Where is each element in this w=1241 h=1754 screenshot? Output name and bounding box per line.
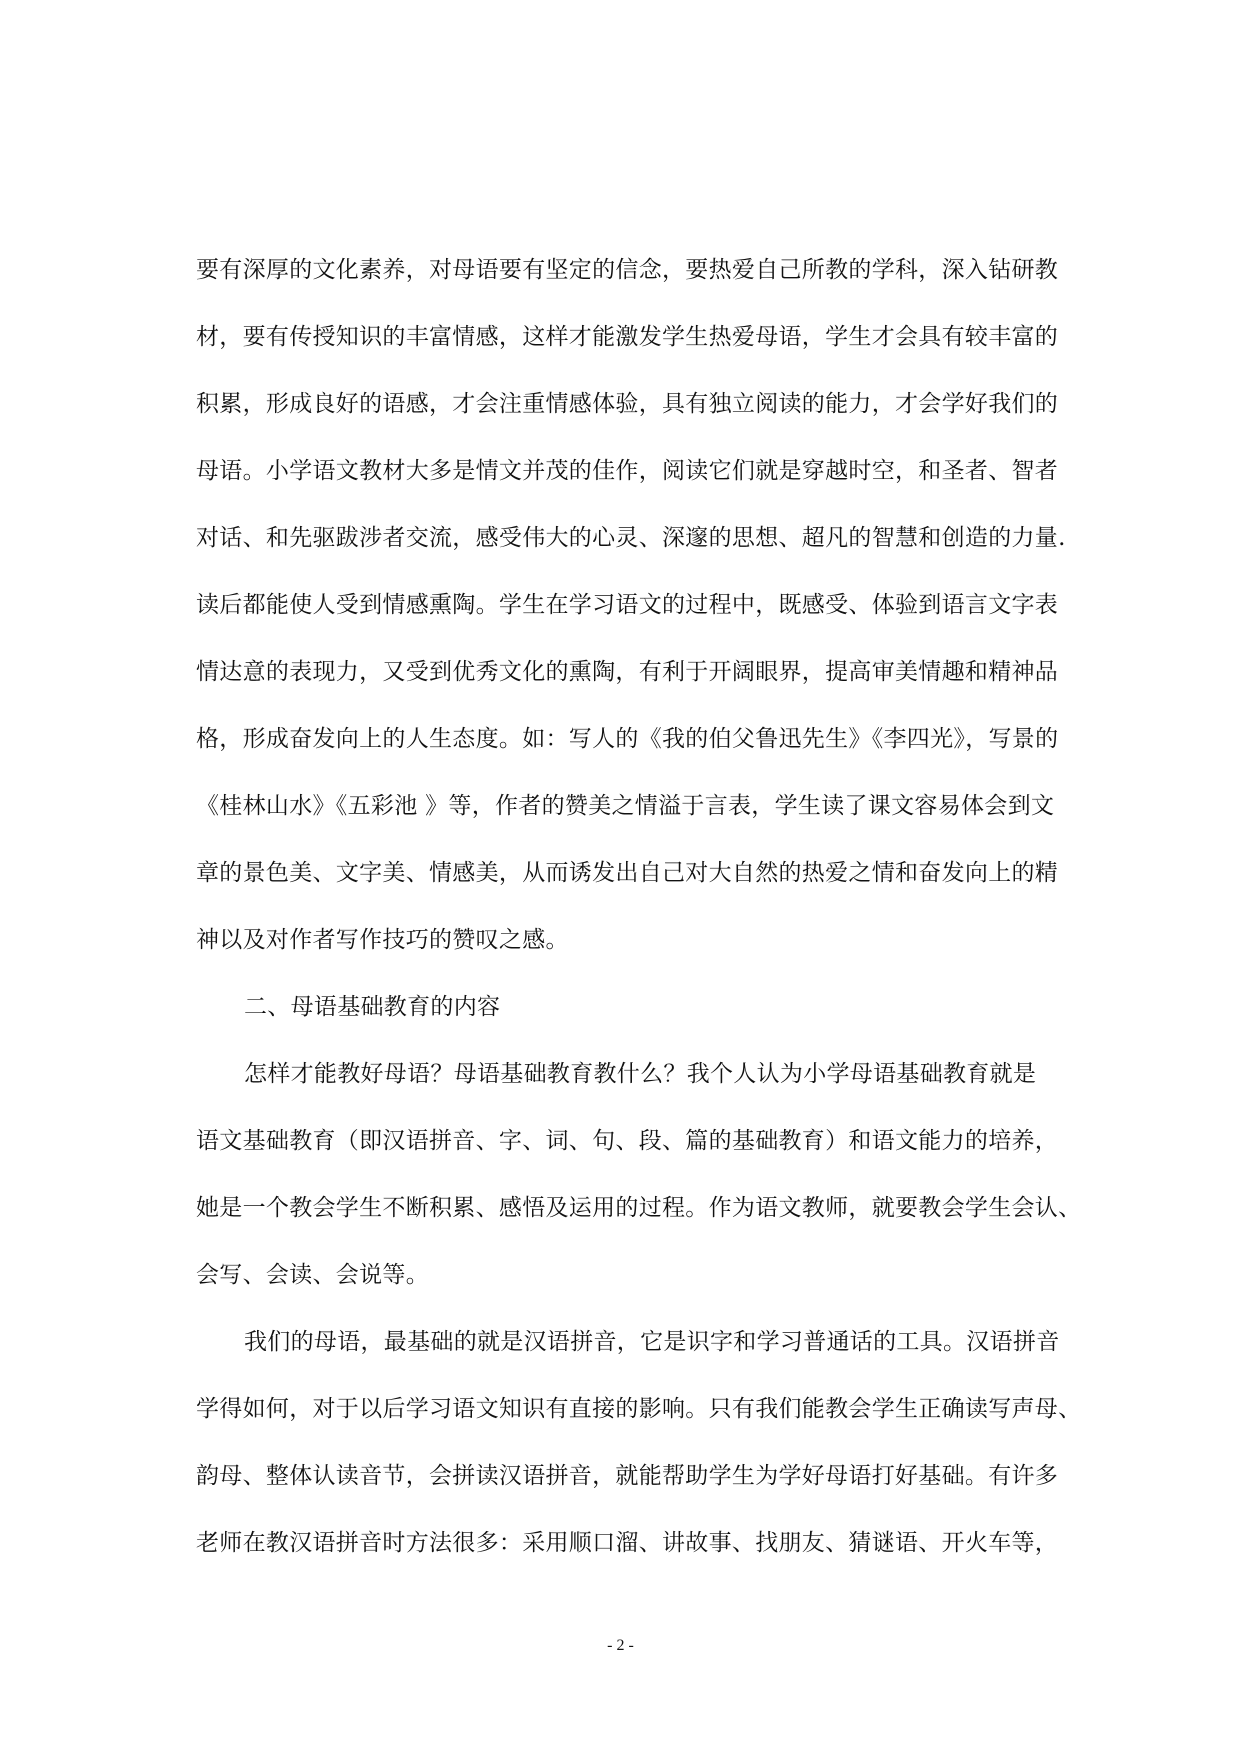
body-text xyxy=(196,250,1082,1590)
text-line: 要有深厚的文化素养，对母语要有坚定的信念，要热爱自己所教的学科，深入钻研教 xyxy=(196,257,1059,283)
text-line: 韵母、整体认读音节，会拼读汉语拼音，就能帮助学生为学好母语打好基础。有许多 xyxy=(196,1463,1059,1489)
text-line: 格，形成奋发向上的人生态度。如：写人的《我的伯父鲁迅先生》《李四光》，写景的 xyxy=(196,726,1059,752)
text-line: 神以及对作者写作技巧的赞叹之感。 xyxy=(196,927,569,953)
text-line: 母语。小学语文教材大多是情文并茂的佳作，阅读它们就是穿越时空，和圣者、智者 xyxy=(196,458,1059,484)
text-line: 材，要有传授知识的丰富情感，这样才能激发学生热爱母语，学生才会具有较丰富的 xyxy=(196,324,1059,350)
page-number: - 2 - xyxy=(607,1637,634,1654)
text-line: 情达意的表现力，又受到优秀文化的熏陶，有利于开阔眼界，提高审美情趣和精神品 xyxy=(196,659,1059,685)
text-line: 对话、和先驱跋涉者交流，感受伟大的心灵、深邃的思想、超凡的智慧和创造的力量. xyxy=(196,525,1066,551)
paragraph-first-line: 怎样才能教好母语？母语基础教育教什么？我个人认为小学母语基础教育就是 xyxy=(244,1061,1037,1087)
section-heading: 二、母语基础教育的内容 xyxy=(244,994,501,1020)
text-line: 章的景色美、文字美、情感美，从而诱发出自己对大自然的热爱之情和奋发向上的精 xyxy=(196,860,1059,886)
text-line: 老师在教汉语拼音时方法很多：采用顺口溜、讲故事、找朋友、猜谜语、开火车等， xyxy=(196,1530,1059,1556)
text-line: 她是一个教会学生不断积累、感悟及运用的过程。作为语文教师，就要教会学生会认、 xyxy=(196,1195,1082,1221)
text-line: 《桂林山水》《五彩池 》等，作者的赞美之情溢于言表，学生读了课文容易体会到文 xyxy=(196,793,1055,819)
text-line: 积累，形成良好的语感，才会注重情感体验，具有独立阅读的能力，才会学好我们的 xyxy=(196,391,1059,417)
text-line: 会写、会读、会说等。 xyxy=(196,1262,429,1288)
text-line: 读后都能使人受到情感熏陶。学生在学习语文的过程中，既感受、体验到语言文字表 xyxy=(196,592,1059,618)
paragraph-first-line: 我们的母语，最基础的就是汉语拼音，它是识字和学习普通话的工具。汉语拼音 xyxy=(244,1329,1060,1355)
text-line: 语文基础教育（即汉语拼音、字、词、句、段、篇的基础教育）和语文能力的培养， xyxy=(196,1128,1059,1154)
text-line: 学得如何，对于以后学习语文知识有直接的影响。只有我们能教会学生正确读写声母、 xyxy=(196,1396,1082,1422)
